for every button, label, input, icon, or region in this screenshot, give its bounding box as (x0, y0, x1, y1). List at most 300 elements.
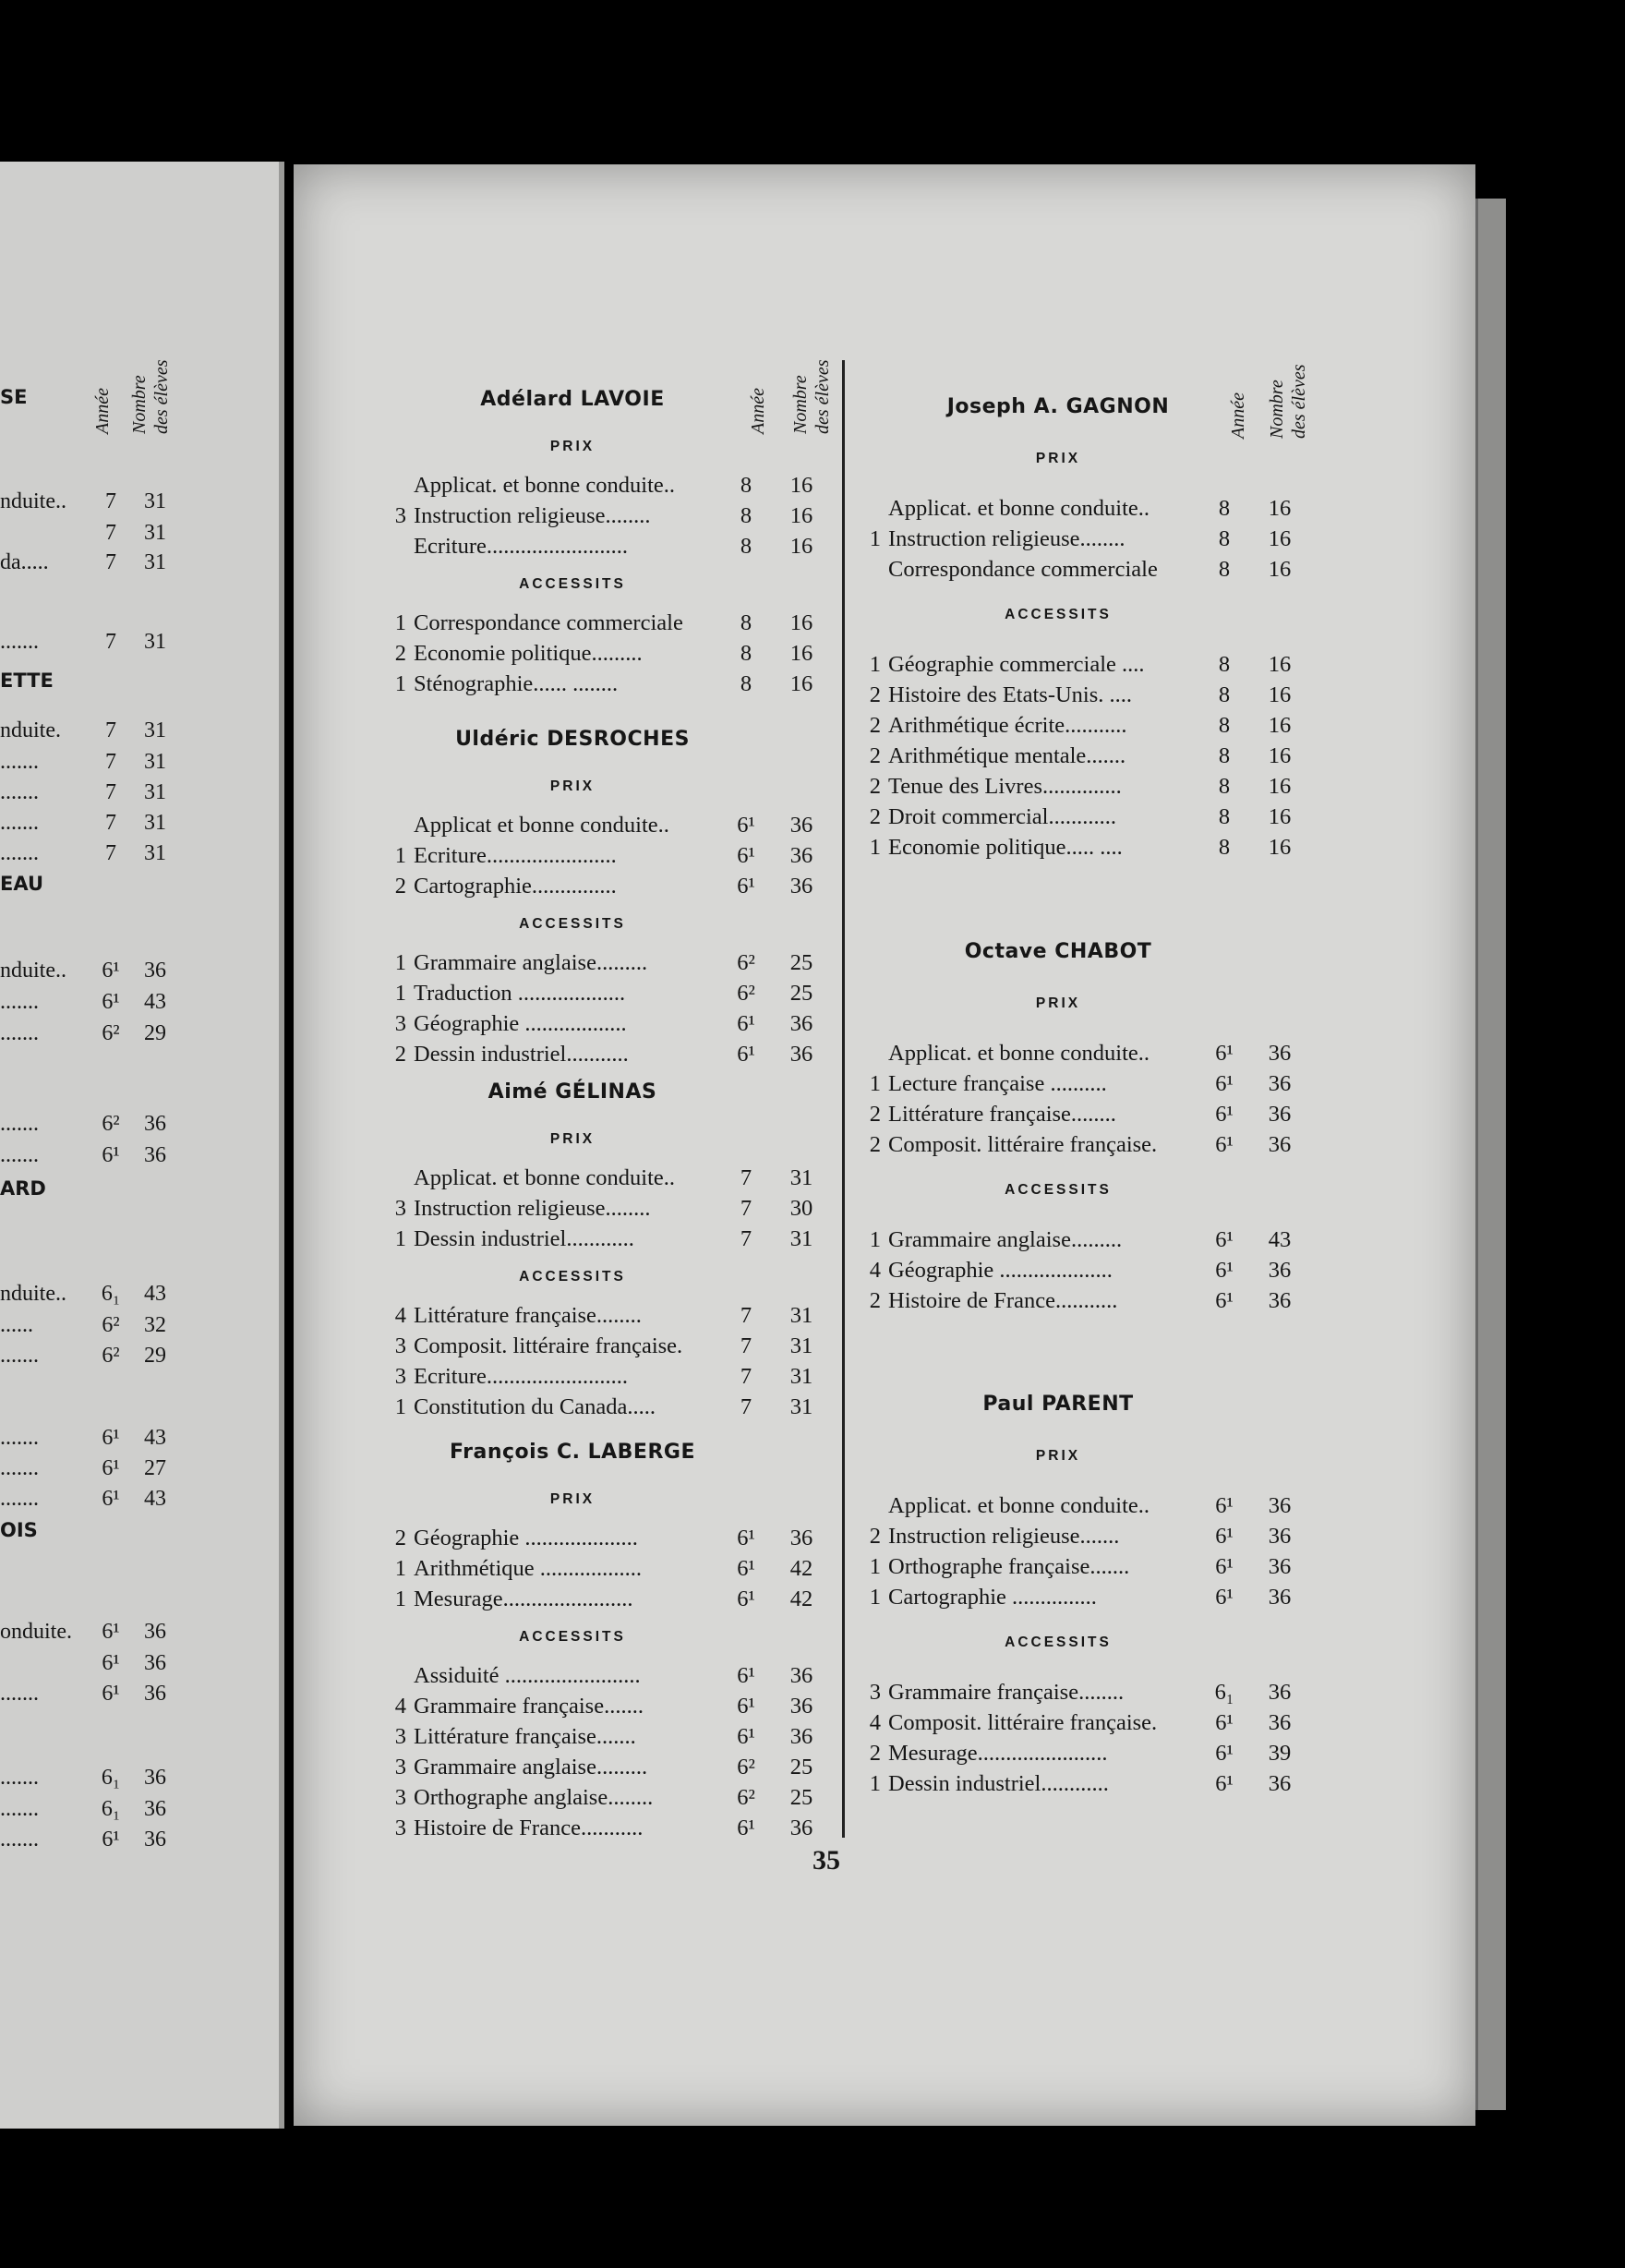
prix-heading: PRIX (1035, 451, 1081, 466)
left-row-text: ....... (0, 750, 39, 774)
left-page-header: ETTE (0, 670, 54, 692)
row-annee: 6¹ (1215, 1288, 1234, 1313)
row-subject: Tenue des Livres.............. (888, 774, 1122, 799)
row-annee: 8 (1218, 682, 1231, 707)
row-rank: 3 (869, 1680, 881, 1705)
left-row-text: ....... (0, 1456, 39, 1480)
row-subject: Cartographie ............... (888, 1585, 1097, 1610)
left-row-annee: 7 (105, 841, 116, 865)
row-eleves: 42 (789, 1586, 813, 1611)
row-subject: Applicat et bonne conduite.. (414, 813, 669, 838)
row-eleves: 16 (1268, 713, 1292, 738)
row-rank: 1 (869, 1771, 881, 1796)
row-subject: Littérature française....... (414, 1724, 636, 1749)
row-rank: 3 (394, 1724, 406, 1749)
row-subject: Instruction religieuse....... (888, 1524, 1120, 1549)
row-annee: 6¹ (1215, 1132, 1234, 1157)
row-annee: 6₁ (1214, 1680, 1234, 1705)
row-eleves: 16 (1268, 804, 1292, 829)
left-row-eleves: 43 (144, 990, 166, 1014)
row-rank: 1 (869, 652, 881, 677)
row-subject: Lecture française .......... (888, 1071, 1107, 1096)
row-rank: 3 (394, 1364, 406, 1389)
left-row-eleves: 31 (144, 811, 166, 835)
row-subject: Littérature française........ (414, 1303, 642, 1328)
row-rank: 1 (394, 1586, 406, 1611)
row-rank: 3 (394, 503, 406, 528)
left-row-annee: 6¹ (102, 959, 120, 983)
accessits-heading: ACCESSITS (1005, 1635, 1112, 1650)
left-row-eleves: 36 (144, 959, 166, 983)
left-row-eleves: 31 (144, 489, 166, 513)
row-rank: 2 (869, 1524, 881, 1549)
student-name: Joseph A. GAGNON (946, 395, 1170, 418)
row-eleves: 36 (1268, 1524, 1292, 1549)
column-header-nombre_line2: des élèves (151, 359, 172, 434)
left-row-text: ....... (0, 780, 39, 804)
row-rank: 3 (394, 1785, 406, 1810)
table-row (862, 525, 1306, 553)
table-row (862, 1709, 1306, 1737)
accessits-heading: ACCESSITS (1005, 607, 1112, 622)
row-subject: Géographie .................. (414, 1011, 627, 1036)
table-row (862, 1584, 1306, 1611)
row-subject: Traduction ................... (414, 981, 626, 1006)
left-row-annee: 7 (105, 521, 116, 545)
row-annee: 8 (740, 671, 752, 696)
row-rank: 2 (869, 1132, 881, 1157)
row-annee: 6¹ (1215, 1554, 1234, 1579)
row-eleves: 36 (789, 1663, 813, 1688)
left-row-annee: 6² (102, 1112, 120, 1136)
row-annee: 6¹ (737, 1724, 755, 1749)
row-subject: Orthographe anglaise........ (414, 1785, 654, 1810)
prix-heading: PRIX (549, 1131, 596, 1147)
row-subject: Ecriture....................... (414, 843, 617, 868)
row-rank: 3 (394, 1816, 406, 1840)
table-row (862, 1287, 1306, 1315)
left-row-text: ....... (0, 1682, 39, 1706)
row-eleves: 16 (1268, 496, 1292, 521)
row-eleves: 16 (789, 671, 813, 696)
row-annee: 8 (1218, 804, 1231, 829)
left-row-annee: 6₁ (101, 1282, 121, 1306)
row-rank: 4 (394, 1303, 406, 1328)
table-row (862, 682, 1306, 709)
row-eleves: 36 (789, 1042, 813, 1067)
row-eleves: 16 (1268, 743, 1292, 768)
row-subject: Correspondance commerciale (414, 610, 683, 635)
prix-heading: PRIX (549, 439, 596, 454)
row-annee: 6¹ (1215, 1071, 1234, 1096)
row-annee: 8 (1218, 743, 1231, 768)
row-annee: 8 (1218, 713, 1231, 738)
row-annee: 6¹ (737, 843, 755, 868)
row-annee: 6¹ (737, 1011, 755, 1036)
prix-heading: PRIX (1035, 1448, 1081, 1464)
row-rank: 3 (394, 1011, 406, 1036)
row-subject: Grammaire anglaise......... (414, 950, 648, 975)
row-subject: Dessin industriel........... (414, 1042, 629, 1067)
left-row-eleves: 29 (144, 1344, 166, 1368)
left-row-text: ....... (0, 1797, 39, 1821)
student-name: Octave CHABOT (964, 940, 1152, 963)
row-rank: 1 (394, 1394, 406, 1419)
left-row-text: ....... (0, 1487, 39, 1511)
row-eleves: 36 (1268, 1071, 1292, 1096)
row-eleves: 36 (789, 874, 813, 899)
left-page-header: OIS (0, 1519, 38, 1541)
left-row-annee: 6¹ (102, 1426, 120, 1450)
left-row-eleves: 31 (144, 750, 166, 774)
table-row (862, 742, 1306, 770)
row-annee: 8 (1218, 774, 1231, 799)
left-row-annee: 6₁ (101, 1797, 121, 1821)
left-row-text: ....... (0, 1344, 39, 1368)
left-row-text: ....... (0, 811, 39, 835)
row-eleves: 16 (789, 534, 813, 559)
row-subject: Arithmétique mentale....... (888, 743, 1126, 768)
column-header-nombre_line2: des élèves (812, 359, 833, 434)
row-subject: Histoire de France........... (888, 1288, 1118, 1313)
left-row-annee: 7 (105, 630, 116, 654)
table-row (862, 803, 1306, 831)
row-eleves: 36 (1268, 1585, 1292, 1610)
row-annee: 7 (740, 1303, 752, 1328)
row-annee: 8 (1218, 652, 1231, 677)
left-row-eleves: 31 (144, 841, 166, 865)
left-row-eleves: 43 (144, 1426, 166, 1450)
prix-heading: PRIX (549, 1491, 596, 1507)
row-annee: 6¹ (1215, 1741, 1234, 1766)
left-row-text: ....... (0, 990, 39, 1014)
left-row-text: ...... (0, 1313, 33, 1337)
row-rank: 1 (394, 1226, 406, 1251)
row-eleves: 36 (1268, 1132, 1292, 1157)
row-rank: 1 (394, 981, 406, 1006)
row-subject: Economie politique......... (414, 641, 643, 666)
left-row-eleves: 36 (144, 1766, 166, 1790)
row-subject: Instruction religieuse........ (888, 526, 1125, 551)
table-row (862, 556, 1306, 584)
table-row (862, 773, 1306, 801)
row-subject: Histoire des Etats-Unis. .... (888, 682, 1133, 707)
row-eleves: 31 (789, 1165, 813, 1190)
left-row-annee: 6₁ (101, 1766, 121, 1790)
row-rank: 2 (869, 1102, 881, 1127)
row-annee: 6¹ (737, 1586, 755, 1611)
table-row (862, 1131, 1306, 1159)
left-row-eleves: 29 (144, 1021, 166, 1045)
row-eleves: 36 (1268, 1258, 1292, 1283)
table-row (862, 651, 1306, 679)
left-row-eleves: 36 (144, 1620, 166, 1644)
row-eleves: 30 (789, 1196, 813, 1221)
row-eleves: 31 (789, 1226, 813, 1251)
row-eleves: 16 (1268, 774, 1292, 799)
left-page-header: EAU (0, 873, 44, 895)
row-subject: Assiduité ........................ (414, 1663, 641, 1688)
column-header-annee: Année (92, 388, 113, 434)
accessits-heading: ACCESSITS (519, 916, 626, 932)
left-row-annee: 7 (105, 750, 116, 774)
prix-heading: PRIX (549, 778, 596, 794)
row-annee: 7 (740, 1196, 752, 1221)
row-eleves: 25 (789, 1785, 813, 1810)
row-eleves: 36 (789, 1526, 813, 1550)
row-rank: 3 (394, 1196, 406, 1221)
row-subject: Arithmétique .................. (414, 1556, 643, 1581)
row-subject: Dessin industriel............ (414, 1226, 634, 1251)
page-edge (1475, 199, 1506, 2110)
left-row-text: da..... (0, 550, 49, 574)
left-row-eleves: 36 (144, 1112, 166, 1136)
row-subject: Ecriture......................... (414, 534, 629, 559)
left-row-text: ....... (0, 841, 39, 865)
table-row (862, 834, 1306, 862)
row-annee: 8 (1218, 496, 1231, 521)
left-row-text: nduite.. (0, 1282, 66, 1306)
row-rank: 2 (869, 1741, 881, 1766)
row-subject: Applicat. et bonne conduite.. (414, 1165, 676, 1190)
student-name: François C. LABERGE (450, 1441, 695, 1464)
row-eleves: 36 (1268, 1680, 1292, 1705)
row-subject: Economie politique..... .... (888, 835, 1123, 860)
left-row-eleves: 32 (144, 1313, 166, 1337)
left-row-eleves: 27 (144, 1456, 166, 1480)
row-eleves: 16 (1268, 526, 1292, 551)
row-annee: 7 (740, 1165, 752, 1190)
student-name: Uldéric DESROCHES (455, 728, 690, 751)
left-row-annee: 6¹ (102, 1620, 120, 1644)
left-row-annee: 6¹ (102, 1487, 120, 1511)
row-rank: 2 (394, 641, 406, 666)
row-eleves: 16 (1268, 557, 1292, 582)
table-row (862, 1040, 1306, 1068)
row-rank: 1 (869, 1071, 881, 1096)
left-row-text: ....... (0, 1766, 39, 1790)
column-header-nombre_line1: Nombre (1267, 380, 1287, 439)
row-subject: Géographie commerciale .... (888, 652, 1145, 677)
column-header-nombre_line1: Nombre (129, 375, 150, 434)
left-row-text: nduite.. (0, 959, 66, 983)
table-row (862, 1226, 1306, 1254)
row-subject: Droit commercial............ (888, 804, 1116, 829)
row-subject: Arithmétique écrite........... (888, 713, 1127, 738)
row-subject: Ecriture......................... (414, 1364, 629, 1389)
row-rank: 2 (869, 804, 881, 829)
row-subject: Grammaire française........ (888, 1680, 1125, 1705)
row-annee: 8 (740, 641, 752, 666)
row-subject: Géographie .................... (414, 1526, 638, 1550)
row-eleves: 36 (1268, 1710, 1292, 1735)
student-name: Aimé GÉLINAS (488, 1080, 657, 1104)
row-subject: Orthographe française....... (888, 1554, 1130, 1579)
left-row-text: nduite. (0, 718, 61, 742)
row-subject: Constitution du Canada..... (414, 1394, 656, 1419)
table-row (862, 1553, 1306, 1581)
left-row-annee: 6¹ (102, 1143, 120, 1167)
row-subject: Composit. littéraire française. (414, 1333, 683, 1358)
column-header-annee: Année (748, 388, 768, 434)
row-annee: 6¹ (737, 1042, 755, 1067)
accessits-heading: ACCESSITS (519, 1629, 626, 1645)
row-eleves: 36 (789, 1816, 813, 1840)
left-row-eleves: 31 (144, 780, 166, 804)
row-rank: 2 (394, 1526, 406, 1550)
row-eleves: 36 (1268, 1771, 1292, 1796)
student-name: Adélard LAVOIE (480, 388, 665, 411)
row-annee: 6¹ (737, 1526, 755, 1550)
row-eleves: 16 (1268, 652, 1292, 677)
row-subject: Applicat. et bonne conduite.. (888, 1493, 1150, 1518)
row-subject: Dessin industriel............ (888, 1771, 1109, 1796)
row-annee: 6¹ (737, 874, 755, 899)
row-rank: 2 (869, 743, 881, 768)
row-subject: Mesurage....................... (888, 1741, 1108, 1766)
row-rank: 2 (394, 1042, 406, 1067)
row-subject: Applicat. et bonne conduite.. (414, 473, 676, 498)
row-subject: Instruction religieuse........ (414, 503, 651, 528)
row-eleves: 36 (1268, 1102, 1292, 1127)
row-annee: 8 (1218, 835, 1231, 860)
row-eleves: 16 (789, 641, 813, 666)
left-page-header: ARD (0, 1177, 46, 1200)
table-row (862, 1101, 1306, 1128)
row-annee: 8 (740, 534, 752, 559)
row-eleves: 25 (789, 981, 813, 1006)
row-subject: Géographie .................... (888, 1258, 1113, 1283)
row-annee: 7 (740, 1364, 752, 1389)
row-annee: 8 (1218, 557, 1231, 582)
row-subject: Grammaire anglaise......... (414, 1755, 648, 1779)
left-row-annee: 6² (102, 1344, 120, 1368)
table-row (862, 1257, 1306, 1285)
row-annee: 6² (737, 1785, 755, 1810)
row-eleves: 36 (789, 1694, 813, 1719)
accessits-heading: ACCESSITS (519, 576, 626, 592)
row-annee: 6¹ (1215, 1258, 1234, 1283)
column-divider (842, 360, 845, 1838)
row-rank: 1 (869, 1227, 881, 1252)
row-rank: 2 (869, 713, 881, 738)
row-rank: 1 (394, 671, 406, 696)
row-rank: 4 (394, 1694, 406, 1719)
left-row-annee: 6² (102, 1313, 120, 1337)
row-annee: 6² (737, 981, 755, 1006)
row-rank: 1 (869, 1554, 881, 1579)
table-row (862, 1523, 1306, 1550)
row-eleves: 16 (789, 610, 813, 635)
row-annee: 6¹ (1215, 1524, 1234, 1549)
left-row-eleves: 36 (144, 1682, 166, 1706)
row-eleves: 43 (1268, 1227, 1292, 1252)
left-row-eleves: 43 (144, 1487, 166, 1511)
left-page-header: SE (0, 386, 28, 408)
table-row (862, 1679, 1306, 1707)
row-eleves: 25 (789, 1755, 813, 1779)
row-annee: 6¹ (737, 1694, 755, 1719)
row-eleves: 16 (789, 473, 813, 498)
row-subject: Composit. littéraire française. (888, 1710, 1158, 1735)
left-row-annee: 7 (105, 489, 116, 513)
row-rank: 2 (394, 874, 406, 899)
table-row (862, 712, 1306, 740)
row-eleves: 36 (789, 1011, 813, 1036)
row-subject: Composit. littéraire française. (888, 1132, 1158, 1157)
row-eleves: 36 (789, 1724, 813, 1749)
left-row-eleves: 36 (144, 1651, 166, 1675)
row-annee: 7 (740, 1394, 752, 1419)
column-header-annee: Année (1228, 392, 1248, 439)
row-annee: 6¹ (1215, 1710, 1234, 1735)
row-eleves: 36 (1268, 1554, 1292, 1579)
left-row-annee: 7 (105, 550, 116, 574)
row-eleves: 36 (1268, 1041, 1292, 1066)
table-row (862, 1070, 1306, 1098)
row-annee: 8 (740, 610, 752, 635)
row-eleves: 42 (789, 1556, 813, 1581)
row-rank: 1 (869, 1585, 881, 1610)
row-eleves: 31 (789, 1303, 813, 1328)
row-annee: 6¹ (1215, 1493, 1234, 1518)
row-rank: 1 (394, 950, 406, 975)
left-row-eleves: 36 (144, 1797, 166, 1821)
accessits-heading: ACCESSITS (519, 1269, 626, 1285)
row-annee: 6¹ (737, 1556, 755, 1581)
row-annee: 8 (740, 473, 752, 498)
table-row (862, 1740, 1306, 1767)
row-eleves: 31 (789, 1333, 813, 1358)
row-annee: 6² (737, 950, 755, 975)
left-row-eleves: 36 (144, 1828, 166, 1852)
row-subject: Mesurage....................... (414, 1586, 633, 1611)
left-row-text: onduite. (0, 1620, 72, 1644)
left-row-eleves: 31 (144, 718, 166, 742)
left-row-annee: 6¹ (102, 1682, 120, 1706)
row-eleves: 39 (1268, 1741, 1292, 1766)
accessits-heading: ACCESSITS (1005, 1182, 1112, 1198)
row-eleves: 16 (1268, 682, 1292, 707)
column-header-nombre_line2: des élèves (1289, 364, 1309, 439)
row-eleves: 16 (1268, 835, 1292, 860)
left-row-eleves: 31 (144, 521, 166, 545)
row-eleves: 36 (1268, 1493, 1292, 1518)
row-rank: 2 (869, 774, 881, 799)
row-eleves: 31 (789, 1394, 813, 1419)
row-rank: 4 (869, 1258, 881, 1283)
row-annee: 8 (1218, 526, 1231, 551)
left-row-annee: 6² (102, 1021, 120, 1045)
row-rank: 4 (869, 1710, 881, 1735)
row-subject: Grammaire anglaise......... (888, 1227, 1123, 1252)
left-row-annee: 7 (105, 811, 116, 835)
row-annee: 6¹ (1215, 1771, 1234, 1796)
table-row (862, 1492, 1306, 1520)
row-annee: 8 (740, 503, 752, 528)
row-eleves: 36 (789, 843, 813, 868)
row-annee: 6¹ (737, 1663, 755, 1688)
row-subject: Cartographie............... (414, 874, 617, 899)
row-rank: 1 (869, 835, 881, 860)
row-annee: 6¹ (737, 813, 755, 838)
row-eleves: 16 (789, 503, 813, 528)
left-row-annee: 7 (105, 780, 116, 804)
left-row-text: ....... (0, 630, 39, 654)
left-row-text: ....... (0, 1828, 39, 1852)
column-header-nombre_line1: Nombre (790, 375, 811, 434)
row-rank: 3 (394, 1755, 406, 1779)
